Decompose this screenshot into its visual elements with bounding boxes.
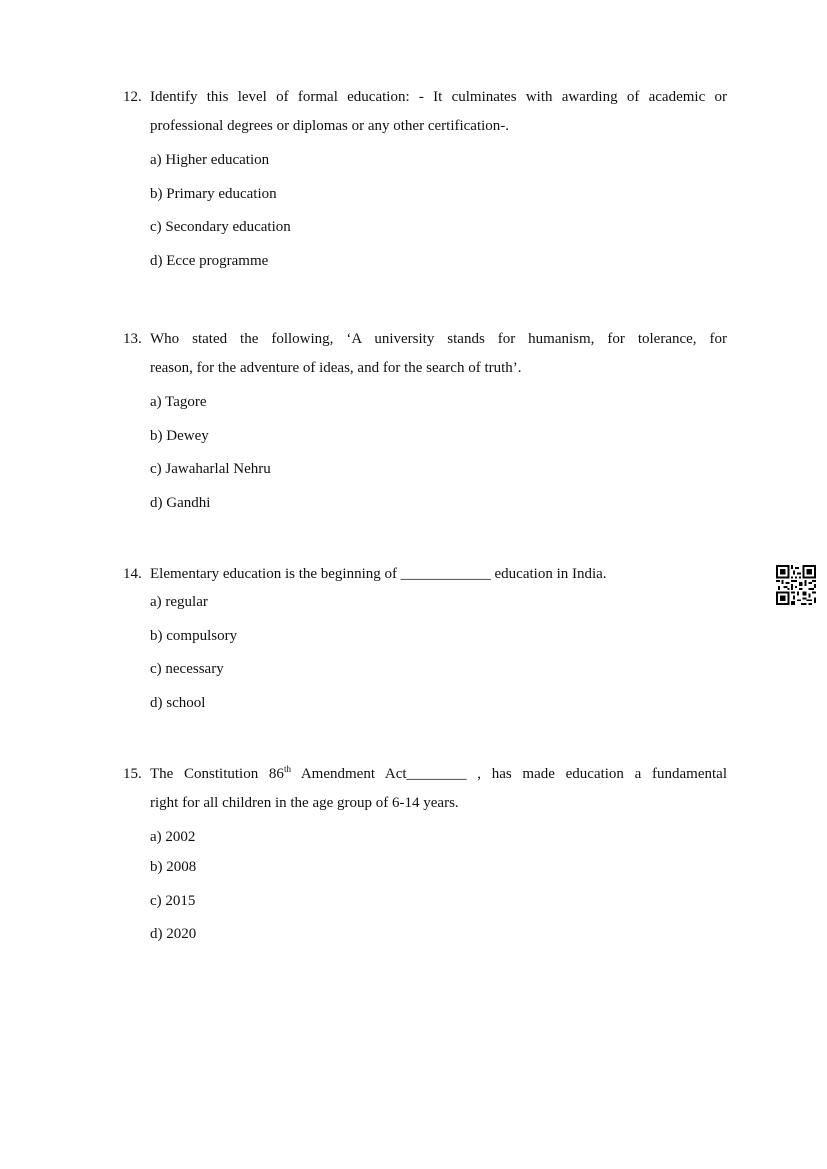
option-d: d) 2020	[150, 926, 197, 942]
qr-code-icon	[776, 565, 816, 605]
option-d: d) school	[150, 694, 206, 711]
superscript: th	[283, 764, 291, 774]
question-number: 12.	[123, 89, 142, 105]
question-text-continued: right for all children in the age group of 6-14 years.	[150, 795, 459, 811]
question-text: Elementary education is the beginning of ____________ education in India.	[150, 566, 607, 582]
option-c: c) Jawaharlal Nehru	[150, 461, 271, 477]
question-number: 15.	[123, 766, 142, 782]
options-list	[123, 591, 727, 725]
option-a: a) regular	[150, 594, 208, 610]
question-14	[123, 560, 727, 725]
options-list	[123, 391, 727, 525]
option-b: b) Primary education	[150, 185, 277, 202]
question-12	[123, 83, 727, 283]
option-a: a) Tagore	[150, 394, 207, 410]
options-list	[123, 826, 727, 957]
option-a: a) Higher education	[150, 152, 270, 168]
option-c: c) Secondary education	[150, 219, 291, 235]
option-b: b) compulsory	[150, 627, 238, 644]
question-text-part: The Constitution 86	[150, 766, 284, 782]
option-d: d) Ecce programme	[150, 252, 269, 269]
question-text-part: Amendment Act________ , has made education a fundamental	[290, 766, 727, 782]
option-b: b) Dewey	[150, 427, 209, 444]
question-13	[123, 325, 727, 525]
option-b: b) 2008	[150, 859, 197, 875]
question-text-continued: professional degrees or diplomas or any other certification-.	[150, 118, 510, 134]
question-text	[150, 760, 727, 789]
question-text: Who stated the following, ‘A university stands for humanism, for tolerance, for	[150, 331, 727, 347]
option-c: c) 2015	[150, 892, 196, 909]
question-number: 13.	[123, 331, 142, 347]
question-text-continued: reason, for the adventure of ideas, and for the search of truth’.	[150, 360, 522, 376]
option-c: c) necessary	[150, 661, 224, 677]
option-d: d) Gandhi	[150, 494, 211, 511]
question-15	[123, 760, 727, 957]
question-number: 14.	[123, 566, 142, 582]
option-a: a) 2002	[150, 829, 196, 845]
question-text: Identify this level of formal education: - It culminates with awarding of academic or	[150, 89, 727, 105]
options-list	[123, 149, 727, 283]
